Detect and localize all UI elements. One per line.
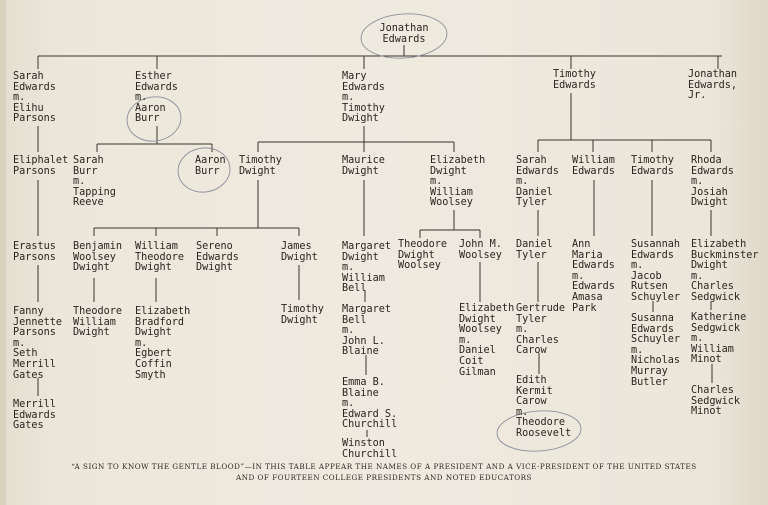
node-rhoda-edwards: Rhoda Edwards m. Josiah Dwight	[691, 155, 734, 209]
node-maurice-dwight: Maurice Dwight	[342, 155, 385, 177]
node-sereno-edwards-dwight: Sereno Edwards Dwight	[196, 241, 239, 274]
caption-line-1: “A SIGN TO KNOW THE GENTLE BLOOD”—IN THIS TABLE APPEAR THE NAMES OF A PRESIDENT AND A VICE-PRESIDENT OF THE UNITED STATES	[71, 462, 697, 471]
node-theodore-dwight-woolsey: Theodore Dwight Woolsey	[398, 239, 448, 272]
node-timothy-edwards-2: Timothy Edwards	[631, 155, 674, 177]
node-elizabeth-dwight-woolsey: Elizabeth Dwight Woolsey m. Daniel Coit Gilman	[459, 303, 515, 378]
node-jonathan-edwards-jr: Jonathan Edwards, Jr.	[688, 69, 738, 102]
node-charles-sedgwick-minot: Charles Sedgwick Minot	[691, 385, 741, 418]
node-katherine-sedgwick: Katherine Sedgwick m. William Minot	[691, 312, 747, 366]
node-susanna-edwards-schuyler: Susanna Edwards Schuyler m. Nicholas Murray Butler	[631, 313, 681, 388]
node-william-edwards: William Edwards	[572, 155, 615, 177]
node-timothy-dwight: Timothy Dwight	[239, 155, 282, 177]
node-daniel-tyler: Daniel Tyler	[516, 239, 553, 261]
node-emma-b-blaine: Emma B. Blaine m. Edward S. Churchill	[342, 377, 398, 431]
node-esther-edwards: Esther Edwards m. Aaron Burr	[135, 71, 178, 125]
node-aaron-burr: Aaron Burr	[195, 155, 226, 177]
node-margaret-dwight: Margaret Dwight m. William Bell	[342, 241, 392, 295]
node-winston-churchill: Winston Churchill	[342, 438, 398, 460]
node-edith-kermit-carow: Edith Kermit Carow m. Theodore Roosevelt	[516, 375, 572, 439]
node-margaret-bell: Margaret Bell m. John L. Blaine	[342, 304, 392, 358]
node-elizabeth-bradford-dwight: Elizabeth Bradford Dwight m. Egbert Coffin Smyth	[135, 306, 191, 381]
node-elizabeth-dwight: Elizabeth Dwight m. William Woolsey	[430, 155, 486, 209]
node-theodore-william-dwight: Theodore William Dwight	[73, 306, 123, 339]
node-susannah-edwards: Susannah Edwards m. Jacob Rutsen Schuyler	[631, 239, 681, 303]
caption	[20, 461, 748, 483]
node-jonathan-edwards: Jonathan Edwards	[379, 23, 429, 45]
node-mary-edwards: Mary Edwards m. Timothy Dwight	[342, 71, 385, 125]
node-sarah-edwards-tyler: Sarah Edwards m. Daniel Tyler	[516, 155, 559, 209]
node-timothy-edwards: Timothy Edwards	[553, 69, 596, 91]
node-elizabeth-buckminster-dwight: Elizabeth Buckminster Dwight m. Charles Sedgwick	[691, 239, 759, 303]
node-sarah-edwards: Sarah Edwards m. Elihu Parsons	[13, 71, 56, 125]
node-eliphalet-parsons: Eliphalet Parsons	[13, 155, 69, 177]
caption-line-2: AND OF FOURTEEN COLLEGE PRESIDENTS AND NOTED EDUCATORS	[236, 473, 532, 482]
node-john-m-woolsey: John M. Woolsey	[459, 239, 502, 261]
node-ann-maria-edwards: Ann Maria Edwards m. Edwards Amasa Park	[572, 239, 615, 314]
node-timothy-dwight-2: Timothy Dwight	[281, 304, 324, 326]
node-sarah-burr: Sarah Burr m. Tapping Reeve	[73, 155, 116, 209]
node-erastus-parsons: Erastus Parsons	[13, 241, 56, 263]
node-james-dwight: James Dwight	[281, 241, 318, 263]
node-gertrude-tyler: Gertrude Tyler m. Charles Carow	[516, 303, 566, 357]
node-benjamin-woolsey-dwight: Benjamin Woolsey Dwight	[73, 241, 123, 274]
node-william-theodore-dwight: William Theodore Dwight	[135, 241, 185, 274]
node-fanny-jennette-parsons: Fanny Jennette Parsons m. Seth Merrill Gates	[13, 306, 63, 381]
node-merrill-edwards-gates: Merrill Edwards Gates	[13, 399, 56, 432]
